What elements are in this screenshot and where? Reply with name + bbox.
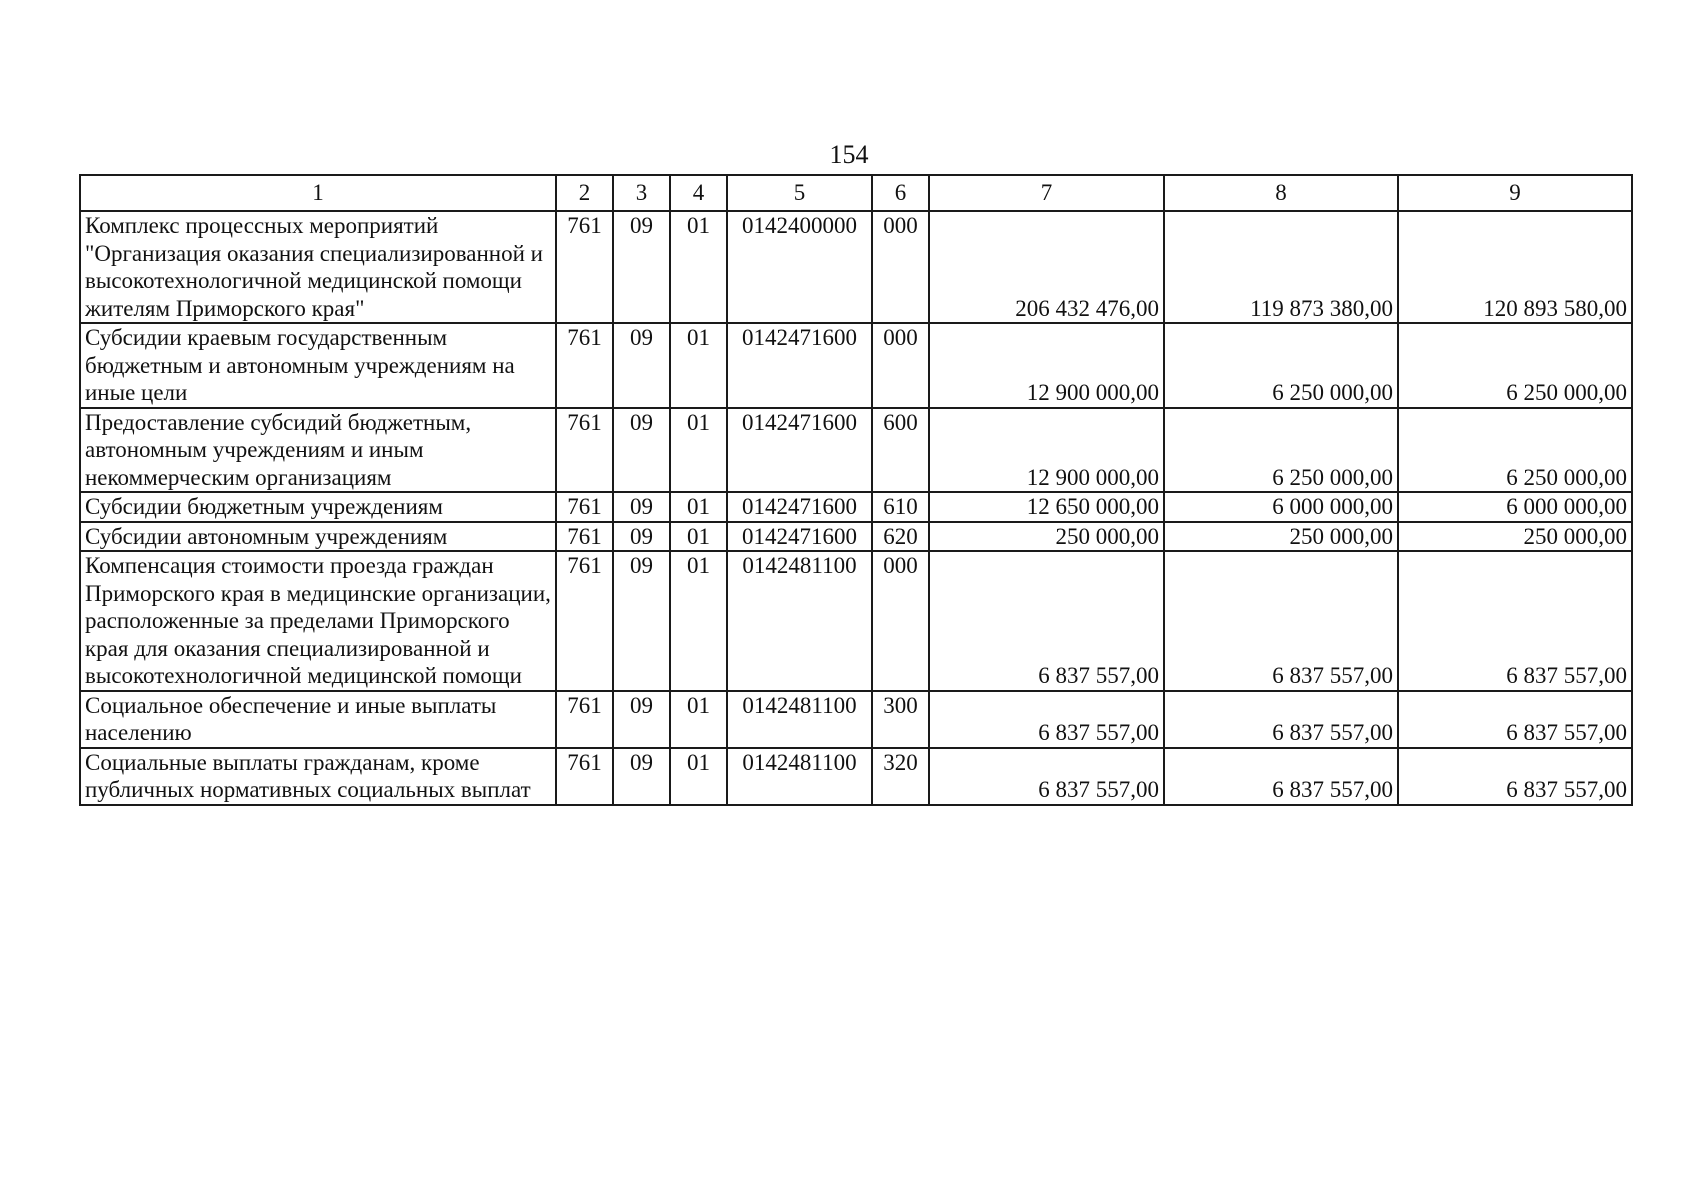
- code-4-cell: 01: [670, 748, 727, 805]
- amount-9-cell: 6 837 557,00: [1398, 748, 1632, 805]
- column-header-5: 5: [727, 175, 872, 211]
- row-name-cell: Комплекс процессных мероприятий "Организация оказания специализированной и высокотехнологичной медицинской помощи жителям Приморского края": [80, 211, 556, 323]
- table-row: [80, 551, 1632, 691]
- code-5-cell: 0142481100: [727, 748, 872, 805]
- code-4-cell: 01: [670, 691, 727, 748]
- column-header-6: 6: [872, 175, 929, 211]
- amount-9-cell: 120 893 580,00: [1398, 211, 1632, 323]
- table-row: [80, 323, 1632, 408]
- amount-8-cell: 6 250 000,00: [1164, 323, 1398, 408]
- code-6-cell: 000: [872, 551, 929, 691]
- code-3-cell: 09: [613, 522, 670, 552]
- code-2-cell: 761: [556, 551, 613, 691]
- table-row: [80, 408, 1632, 493]
- code-6-cell: 610: [872, 492, 929, 522]
- amount-8-cell: 6 000 000,00: [1164, 492, 1398, 522]
- amount-9-cell: 6 837 557,00: [1398, 551, 1632, 691]
- code-2-cell: 761: [556, 522, 613, 552]
- column-header-4: 4: [670, 175, 727, 211]
- amount-9-cell: 6 250 000,00: [1398, 408, 1632, 493]
- row-name-cell: Субсидии краевым государственным бюджетным и автономным учреждениям на иные цели: [80, 323, 556, 408]
- code-4-cell: 01: [670, 551, 727, 691]
- amount-7-cell: 250 000,00: [929, 522, 1164, 552]
- code-2-cell: 761: [556, 492, 613, 522]
- code-4-cell: 01: [670, 323, 727, 408]
- amount-9-cell: 250 000,00: [1398, 522, 1632, 552]
- budget-table: [79, 174, 1633, 806]
- code-3-cell: 09: [613, 492, 670, 522]
- page-number: 154: [829, 140, 869, 169]
- code-3-cell: 09: [613, 748, 670, 805]
- code-3-cell: 09: [613, 323, 670, 408]
- code-3-cell: 09: [613, 211, 670, 323]
- code-3-cell: 09: [613, 408, 670, 493]
- amount-7-cell: 206 432 476,00: [929, 211, 1164, 323]
- table-row: [80, 492, 1632, 522]
- code-5-cell: 0142481100: [727, 691, 872, 748]
- column-header-9: 9: [1398, 175, 1632, 211]
- amount-7-cell: 12 900 000,00: [929, 323, 1164, 408]
- table-row: [80, 748, 1632, 805]
- amount-7-cell: 6 837 557,00: [929, 691, 1164, 748]
- code-3-cell: 09: [613, 551, 670, 691]
- amount-7-cell: 12 900 000,00: [929, 408, 1164, 493]
- column-header-8: 8: [1164, 175, 1398, 211]
- code-2-cell: 761: [556, 408, 613, 493]
- row-name-cell: Социальное обеспечение и иные выплаты населению: [80, 691, 556, 748]
- header-row: [80, 175, 1632, 211]
- amount-9-cell: 6 000 000,00: [1398, 492, 1632, 522]
- code-5-cell: 0142471600: [727, 492, 872, 522]
- amount-8-cell: 6 837 557,00: [1164, 691, 1398, 748]
- amount-9-cell: 6 250 000,00: [1398, 323, 1632, 408]
- row-name-cell: Субсидии автономным учреждениям: [80, 522, 556, 552]
- column-header-1: 1: [80, 175, 556, 211]
- code-5-cell: 0142471600: [727, 522, 872, 552]
- code-5-cell: 0142471600: [727, 323, 872, 408]
- amount-9-cell: 6 837 557,00: [1398, 691, 1632, 748]
- column-header-2: 2: [556, 175, 613, 211]
- amount-7-cell: 12 650 000,00: [929, 492, 1164, 522]
- code-4-cell: 01: [670, 211, 727, 323]
- code-6-cell: 000: [872, 323, 929, 408]
- amount-7-cell: 6 837 557,00: [929, 748, 1164, 805]
- code-4-cell: 01: [670, 492, 727, 522]
- code-4-cell: 01: [670, 522, 727, 552]
- column-header-3: 3: [613, 175, 670, 211]
- table-row: [80, 211, 1632, 323]
- code-5-cell: 0142481100: [727, 551, 872, 691]
- code-6-cell: 620: [872, 522, 929, 552]
- table-row: [80, 522, 1632, 552]
- amount-8-cell: 6 837 557,00: [1164, 748, 1398, 805]
- code-2-cell: 761: [556, 748, 613, 805]
- code-2-cell: 761: [556, 211, 613, 323]
- code-2-cell: 761: [556, 323, 613, 408]
- column-header-7: 7: [929, 175, 1164, 211]
- code-5-cell: 0142400000: [727, 211, 872, 323]
- code-4-cell: 01: [670, 408, 727, 493]
- row-name-cell: Компенсация стоимости проезда граждан Приморского края в медицинские организации, расположенные за пределами Приморского края для оказания специализированной и высокотехнологичной медицинской помощи: [80, 551, 556, 691]
- amount-8-cell: 250 000,00: [1164, 522, 1398, 552]
- amount-8-cell: 119 873 380,00: [1164, 211, 1398, 323]
- code-6-cell: 600: [872, 408, 929, 493]
- amount-8-cell: 6 250 000,00: [1164, 408, 1398, 493]
- amount-7-cell: 6 837 557,00: [929, 551, 1164, 691]
- code-2-cell: 761: [556, 691, 613, 748]
- row-name-cell: Социальные выплаты гражданам, кроме публичных нормативных социальных выплат: [80, 748, 556, 805]
- amount-8-cell: 6 837 557,00: [1164, 551, 1398, 691]
- code-3-cell: 09: [613, 691, 670, 748]
- code-6-cell: 300: [872, 691, 929, 748]
- row-name-cell: Субсидии бюджетным учреждениям: [80, 492, 556, 522]
- code-6-cell: 000: [872, 211, 929, 323]
- code-5-cell: 0142471600: [727, 408, 872, 493]
- code-6-cell: 320: [872, 748, 929, 805]
- table-row: [80, 691, 1632, 748]
- row-name-cell: Предоставление субсидий бюджетным, автономным учреждениям и иным некоммерческим организациям: [80, 408, 556, 493]
